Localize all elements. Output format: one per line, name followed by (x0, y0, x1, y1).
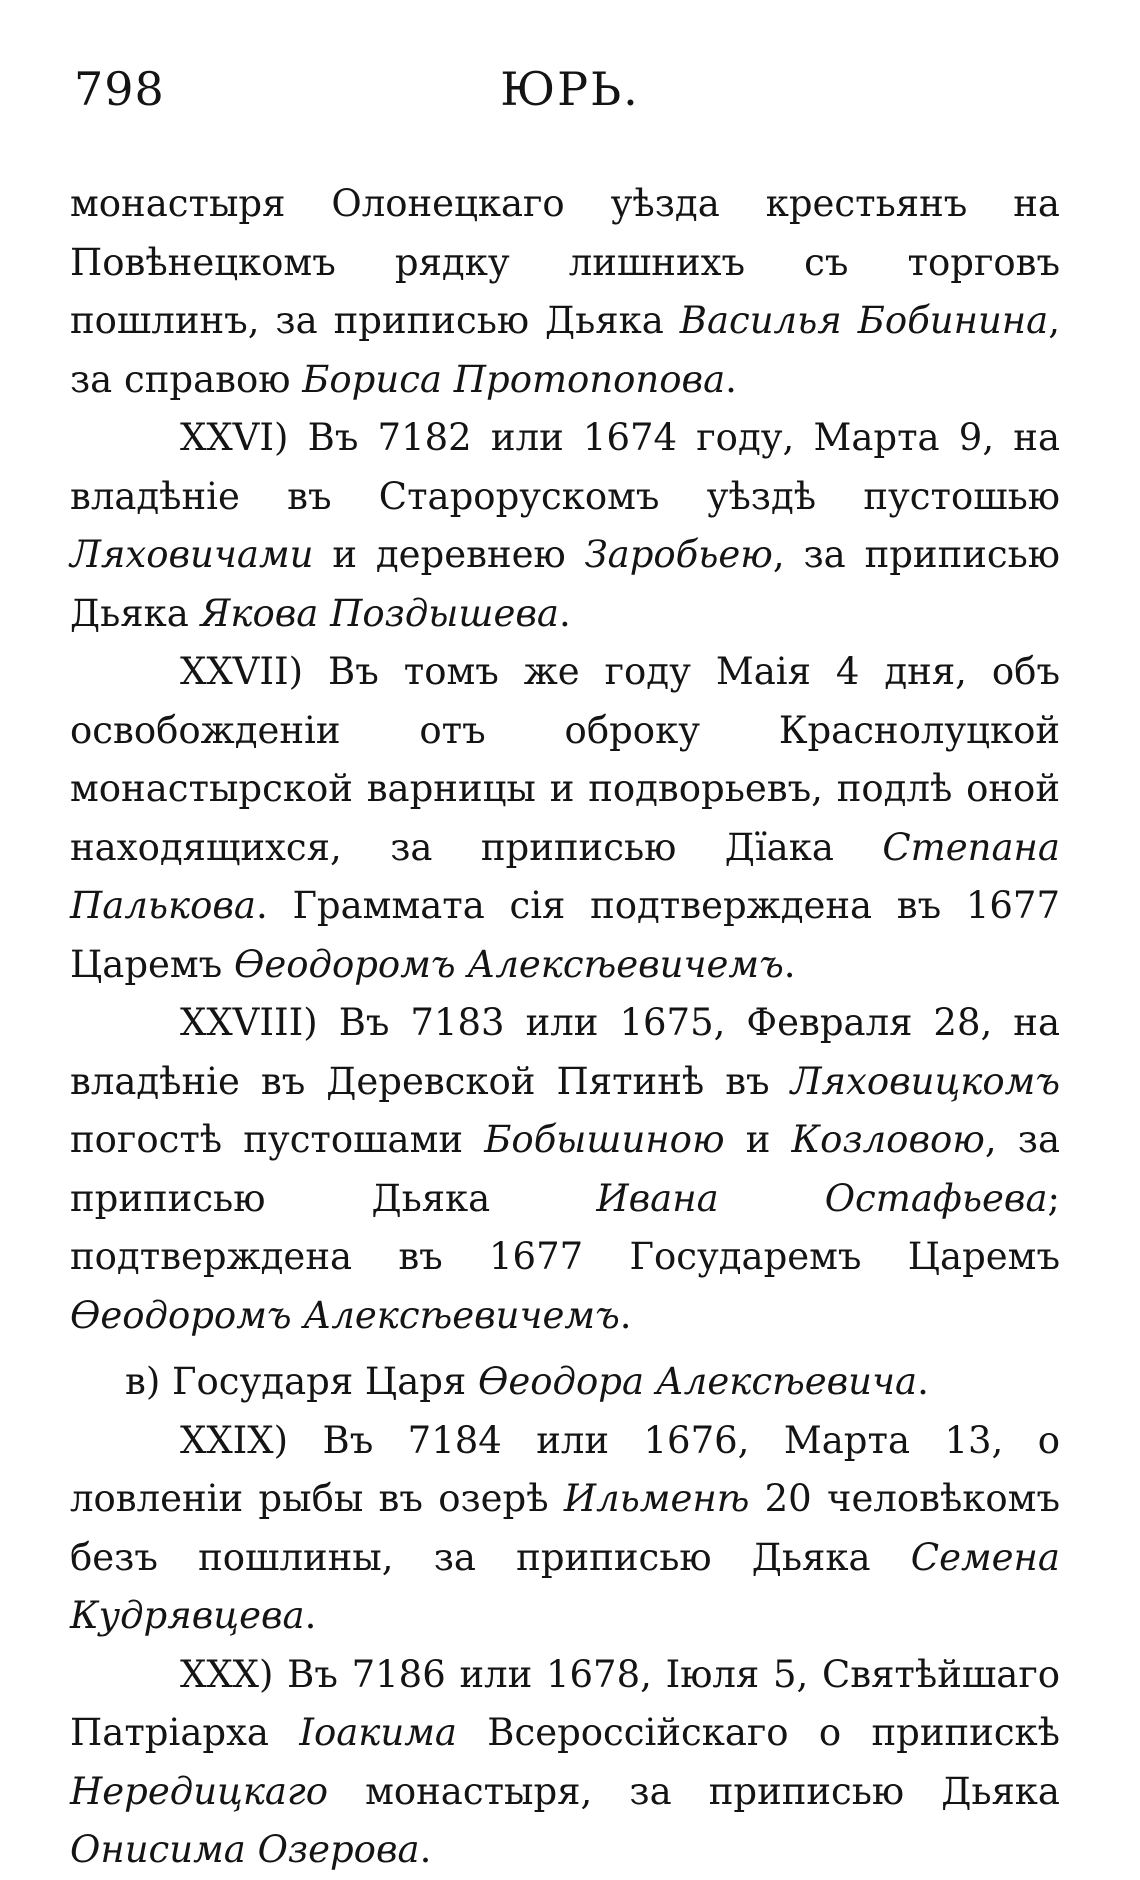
italic-name: Бориса Протопопова (302, 357, 726, 401)
paragraph (70, 994, 1060, 1345)
paragraph (70, 643, 1060, 994)
text-run: Всероссійскаго о припискѣ (456, 1711, 1060, 1754)
italic-name: Нередицкаго (70, 1769, 328, 1813)
paragraph (70, 409, 1060, 643)
text-run: 20 человѣкомъ безъ пошлины, за приписью Дьяка (70, 1477, 1060, 1579)
italic-name: Ѳеодора Алексѣевича (478, 1360, 918, 1403)
text-run: XXIX) Въ 7184 или 1676, Марта 13, о ловленіи рыбы въ озерѣ (70, 1418, 1060, 1520)
text-run: . (783, 942, 796, 986)
text-run: , за приписью Дьяка (70, 533, 1060, 635)
text-run: монастыря Олонецкаго уѣзда крестьянъ на Повѣнецкомъ рядку лишнихъ съ торговъ пошлинъ, за приписью Дьяка (70, 182, 1060, 342)
text-run: в) Государя Царя (125, 1360, 479, 1403)
paragraph (70, 175, 1060, 409)
text-run: . (619, 1293, 632, 1337)
italic-name: Якова Поздышева (200, 591, 559, 635)
italic-name: Ѳеодоромъ Алексѣевичемъ (70, 1293, 620, 1337)
italic-name: Козловою (791, 1118, 985, 1161)
section-heading (70, 1353, 1060, 1412)
text-run: и деревнею (313, 533, 585, 576)
text-run: . Граммата сія подтверждена въ 1677 Царемъ (70, 884, 1060, 986)
italic-name: Заробьею (584, 533, 773, 576)
italic-name: Онисима Озерова (70, 1828, 420, 1871)
text-run: . (725, 357, 737, 401)
text-run: . (917, 1360, 929, 1403)
italic-name: Ивана Остафьева (596, 1176, 1048, 1220)
text-run: , за приписью Дьяка (70, 1118, 1061, 1220)
text-run: . (419, 1828, 432, 1871)
page-number: 798 (74, 62, 165, 116)
running-head: ЮРЬ. (500, 62, 640, 116)
italic-name: Іоакима (299, 1711, 457, 1754)
text-run: XXX) Въ 7186 или 1678, Іюля 5, Святѣйшаго Патріарха (70, 1652, 1060, 1754)
text-run: XXVII) Въ томъ же году Маія 4 дня, объ освобожденіи отъ оброку Краснолуцкой монастырской варницы и подворьевъ, подлѣ оной находящихся, за приписью Дїака (70, 650, 1060, 869)
italic-name: Ляховичами (70, 533, 314, 576)
paragraph (70, 1412, 1060, 1646)
italic-name: Семена Кудрявцева (70, 1535, 1060, 1637)
paragraph (70, 1646, 1060, 1880)
italic-name: Ильменѣ (563, 1477, 750, 1520)
text-run: и (724, 1118, 792, 1161)
italic-name: Ляховицкомъ (790, 1059, 1060, 1103)
text-run: , за справою (70, 299, 1060, 401)
italic-name: Бобышиною (484, 1118, 725, 1161)
text-run: XXVIII) Въ 7183 или 1675, Февраля 28, на владѣніе въ Деревской Пятинѣ въ (70, 1001, 1060, 1103)
body-text (70, 175, 1060, 1880)
text-run: монастыря, за приписью Дьяка (327, 1769, 1060, 1813)
text-run: ; подтверждена въ 1677 Государемъ Царемъ (70, 1176, 1060, 1278)
text-run: погостѣ пустошами (70, 1118, 485, 1161)
text-run: . (558, 591, 571, 635)
italic-name: Василья Бобинина (679, 299, 1049, 342)
italic-name: Ѳеодоромъ Алексѣевичемъ (234, 942, 784, 986)
page-header (0, 52, 1140, 122)
text-run: . (304, 1594, 317, 1637)
italic-name: Степана Палькова (70, 825, 1060, 927)
text-run: XXVI) Въ 7182 или 1674 году, Марта 9, на владѣніе въ Старорускомъ уѣздѣ пустошью (70, 416, 1060, 518)
